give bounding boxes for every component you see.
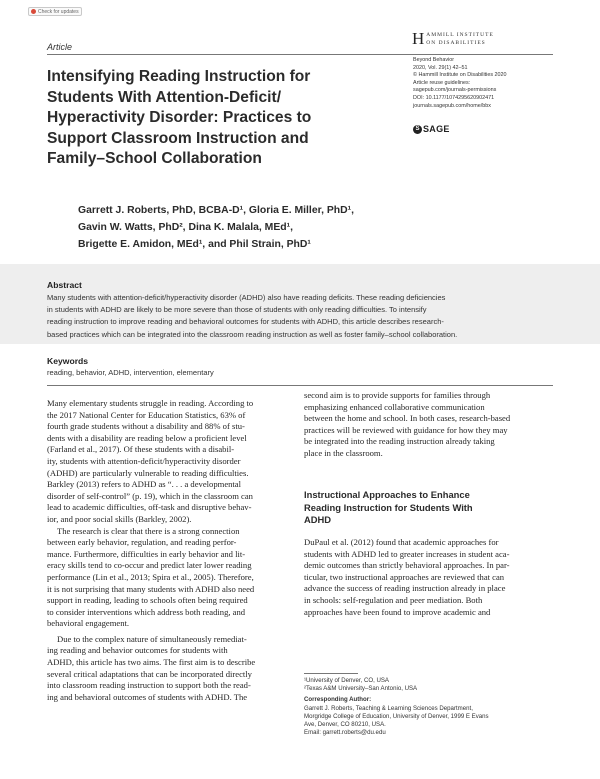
journal-volume: 2020, Vol. 29(1) 42–51 xyxy=(413,64,468,71)
body-line: ticular, two instructional approaches are reviewed that can xyxy=(304,571,505,582)
body-line: ior, and poor social skills (Barkley, 2002). xyxy=(47,513,192,524)
body-line: behavioral engagement. xyxy=(47,618,130,629)
title-line: Support Classroom Instruction and xyxy=(47,129,309,147)
publisher-line-1: AMMILL INSTITUTE xyxy=(426,32,494,38)
author-line: Gavin W. Watts, PhD², Dina K. Malala, MEd¹, xyxy=(78,222,293,233)
section-heading-line: Instructional Approaches to Enhance xyxy=(304,489,470,500)
author-list xyxy=(78,202,354,253)
reuse-guidelines-label: Article reuse guidelines: xyxy=(413,79,471,86)
body-line: support in reading, leading to schools often being required xyxy=(47,595,248,606)
article-type-label: Article xyxy=(47,42,73,52)
doi-link[interactable]: DOI: 10.1177/1074295620902471 xyxy=(413,94,495,101)
body-line: Due to the complex nature of simultaneously remediat- xyxy=(57,633,247,644)
body-line: disorder of self-control” (p. 19), which in the classroom can xyxy=(47,490,253,501)
body-line: Barkley (2013) refers to ADHD as “. . . a developmental xyxy=(47,479,242,490)
author-line: Garrett J. Roberts, PhD, BCBA-D¹, Gloria E. Miller, PhD¹, xyxy=(78,205,354,216)
body-line: approaches have been found to improve academic and xyxy=(304,606,491,617)
body-line: to consider interventions which address both reading, and xyxy=(47,606,246,617)
corresponding-author-heading: Corresponding Author: xyxy=(304,696,372,704)
body-line: ing and behavioral outcomes of students with ADHD. The xyxy=(47,691,248,702)
badge-text: Check for updates xyxy=(38,8,79,15)
body-line: (ADHD) are particularly vulnerable to reading difficulties. xyxy=(47,467,249,478)
keywords-heading: Keywords xyxy=(47,356,89,366)
sage-icon: S xyxy=(413,125,422,134)
body-line: performance (Lin et al., 2013; Spira et al., 2005). Therefore, xyxy=(47,571,254,582)
abstract-line: based practices which can be integrated into the classroom reading instruction as well as foster family–school collaboration. xyxy=(47,329,458,339)
publisher-mark: H xyxy=(412,29,425,48)
body-line: it is not surprising that many students with ADHD also need xyxy=(47,583,255,594)
abstract-line: Many students with attention-deficit/hyperactivity disorder (ADHD) also have reading deficits. These reading deficiencies xyxy=(47,293,446,302)
abstract-body xyxy=(47,292,553,341)
body-line: into classroom reading instruction to support both the read- xyxy=(47,680,251,691)
body-line: dents with a disability are reading below a proficient level xyxy=(47,432,247,443)
check-for-updates-badge[interactable] xyxy=(28,7,82,16)
publisher-logo xyxy=(412,31,494,47)
abstract-line: reading instruction to improve reading and behavioral outcomes for students with ADHD, this article describes research- xyxy=(47,317,444,327)
body-line: several critical adaptations that can be incorporated directly xyxy=(47,668,252,679)
body-line: lead to academic difficulties, off-task and disruptive behav- xyxy=(47,502,252,513)
corresponding-email[interactable]: Email: garrett.roberts@du.edu xyxy=(304,729,386,737)
body-line: The research is clear that there is a strong connection xyxy=(57,525,240,536)
body-line: between the home and school. In both cases, research-based xyxy=(304,413,511,424)
body-line: place in the classroom. xyxy=(304,447,383,458)
sage-logo-text: SAGE xyxy=(423,124,450,134)
keywords-text: reading, behavior, ADHD, intervention, elementary xyxy=(47,368,214,377)
abstract-heading: Abstract xyxy=(47,280,82,290)
update-icon xyxy=(31,9,36,14)
body-line: the 2017 National Center for Education Statistics, 63% of xyxy=(47,409,246,420)
body-line: ity, students with attention-deficit/hyperactivity disorder xyxy=(47,455,241,466)
body-line: DuPaul et al. (2012) found that academic approaches for xyxy=(304,537,499,547)
body-line: practices will be reviewed with guidance for how they may xyxy=(304,424,508,435)
title-line: Family–School Collaboration xyxy=(47,150,262,167)
body-line: second aim is to provide supports for families through xyxy=(304,390,491,400)
section-heading xyxy=(304,489,473,527)
keywords-rule xyxy=(47,385,553,386)
body-line: ing reading and behavior outcomes for students with xyxy=(47,645,228,656)
title-line: Intensifying Reading Instruction for xyxy=(47,68,311,85)
body-line: eracy skills tend to co-occur and predict later lower reading xyxy=(47,560,252,571)
abstract-line: in students with ADHD are likely to be more severe than those of students with only reading difficulties. To intensify xyxy=(47,305,427,315)
body-line: emphasizing enhanced collaborative communication xyxy=(304,401,485,412)
footnote-rule xyxy=(304,673,358,674)
title-line: Students With Attention-Deficit/ xyxy=(47,88,282,106)
body-line: Many elementary students struggle in reading. According to xyxy=(47,398,254,408)
corresponding-line: Garrett J. Roberts, Teaching & Learning Sciences Department, xyxy=(304,704,473,712)
journal-name: Beyond Behavior xyxy=(413,57,455,63)
section-heading-line: ADHD xyxy=(304,514,332,526)
author-line: Brigette E. Amidon, MEd¹, and Phil Strain, PhD¹ xyxy=(78,239,311,250)
corresponding-line: Ave, Denver, CO 80210, USA. xyxy=(304,721,386,729)
sage-logo xyxy=(413,124,450,134)
title-line: Hyperactivity Disorder: Practices to xyxy=(47,109,312,126)
body-line: between early behavior, regulation, and reading perfor- xyxy=(47,537,237,548)
affiliation: ¹University of Denver, CO, USA xyxy=(304,677,389,684)
journal-home-link[interactable]: journals.sagepub.com/home/bbx xyxy=(413,102,491,109)
header-rule xyxy=(47,54,553,55)
section-heading-line: Reading Instruction for Students With xyxy=(304,501,473,513)
body-line: be integrated into the reading instruction already taking xyxy=(304,436,495,447)
body-line: students with ADHD led to greater increases in student aca- xyxy=(304,548,510,559)
corresponding-line: Morgridge College of Education, University of Denver, 1999 E Evans xyxy=(304,712,489,720)
body-line: ADHD, this article has two aims. The first aim is to describe xyxy=(47,657,256,668)
right-column-section-body xyxy=(304,537,554,618)
body-line: mance. Furthermore, difficulties in early behavior and lit- xyxy=(47,548,246,559)
body-line: (Farland et al., 2017). Of these students with a disabil- xyxy=(47,444,235,455)
journal-copyright: © Hammill Institute on Disabilities 2020 xyxy=(413,72,507,79)
body-line: advance the success of reading instruction already in place xyxy=(304,583,506,594)
publisher-line-2: ON DISABILITIES xyxy=(426,40,486,46)
permissions-link[interactable]: sagepub.com/journals-permissions xyxy=(413,87,497,94)
footnotes xyxy=(304,677,489,737)
body-line: demic outcomes than strictly behavioral approaches. In par- xyxy=(304,560,510,571)
affiliation: ²Texas A&M University–San Antonio, USA xyxy=(304,685,418,693)
left-column-body xyxy=(47,398,305,703)
journal-metadata xyxy=(413,57,507,110)
body-line: in schools: self-regulation and peer mediation. Both xyxy=(304,594,483,605)
body-line: fourth grade students without a disability and 88% of stu- xyxy=(47,421,245,432)
right-column-body xyxy=(304,390,554,460)
article-title xyxy=(47,67,377,170)
